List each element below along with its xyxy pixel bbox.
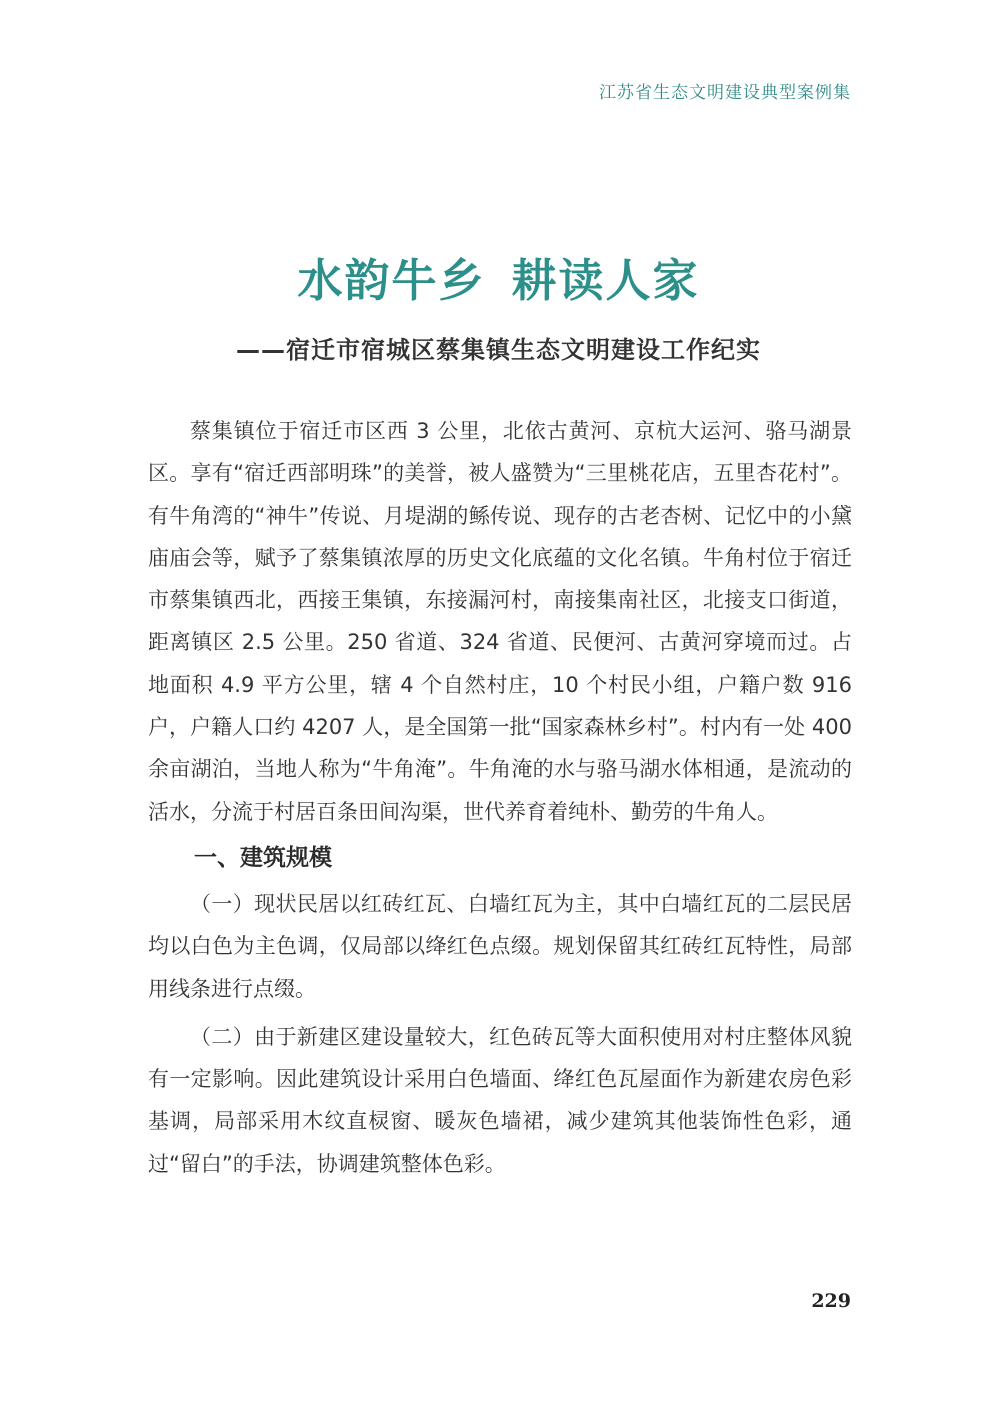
intro-paragraph: 蔡集镇位于宿迁市区西 3 公里，北依古黄河、京杭大运河、骆马湖景区。享有“宿迁西部明珠”的美誉，被人盛赞为“三里桃花店，五里杏花村”。有牛角湾的“神牛”传说、月堤湖的鲧传说、现存的古老杏树、记忆中的小黛庙庙会等，赋予了蔡集镇浓厚的历史文化底蕴的文化名镇。牛角村位于宿迁市蔡集镇西北，西接王集镇，东接漏河村，南接集南社区，北接支口街道，距离镇区 2.5 公里。250 省道、324 省道、民便河、古黄河穿境而过。占地面积 4.9 平方公里，辖 4 个自然村庄，10 个村民小组，户籍户数 916 户，户籍人口约 4207 人，是全国第一批“国家森林乡村”。村内有一处 400 余亩湖泊，当地人称为“牛角淹”。牛角淹的水与骆马湖水体相通，是流动的活水，分流于村居百条田间沟渠，世代养育着纯朴、勤劳的牛角人。 — [148, 419, 852, 824]
article-title-part1: 水韵牛乡 — [297, 254, 486, 307]
running-header: 江苏省生态文明建设典型案例集 — [599, 83, 851, 103]
section-heading: 一、建筑规模 — [194, 844, 332, 871]
article-title — [0, 244, 997, 309]
article-title-part2: 耕读人家 — [511, 254, 700, 307]
article-body — [148, 410, 852, 1185]
section-paragraph-1: （一）现状民居以红砖红瓦、白墙红瓦为主，其中白墙红瓦的二层民居均以白色为主色调，仅局部以绛红色点缀。规划保留其红砖红瓦特性，局部用线条进行点缀。 — [148, 891, 852, 1001]
section-paragraph-2: （二）由于新建区建设量较大，红色砖瓦等大面积使用对村庄整体风貌有一定影响。因此建筑设计采用白色墙面、绛红色瓦屋面作为新建农房色彩基调，局部采用木纹直棂窗、暖灰色墙裙，减少建筑其他装饰性色彩，通过“留白”的手法，协调建筑整体色彩。 — [148, 1024, 852, 1176]
article-subtitle: ——宿迁市宿城区蔡集镇生态文明建设工作纪实 — [236, 336, 761, 364]
page-number: 229 — [811, 1290, 851, 1312]
